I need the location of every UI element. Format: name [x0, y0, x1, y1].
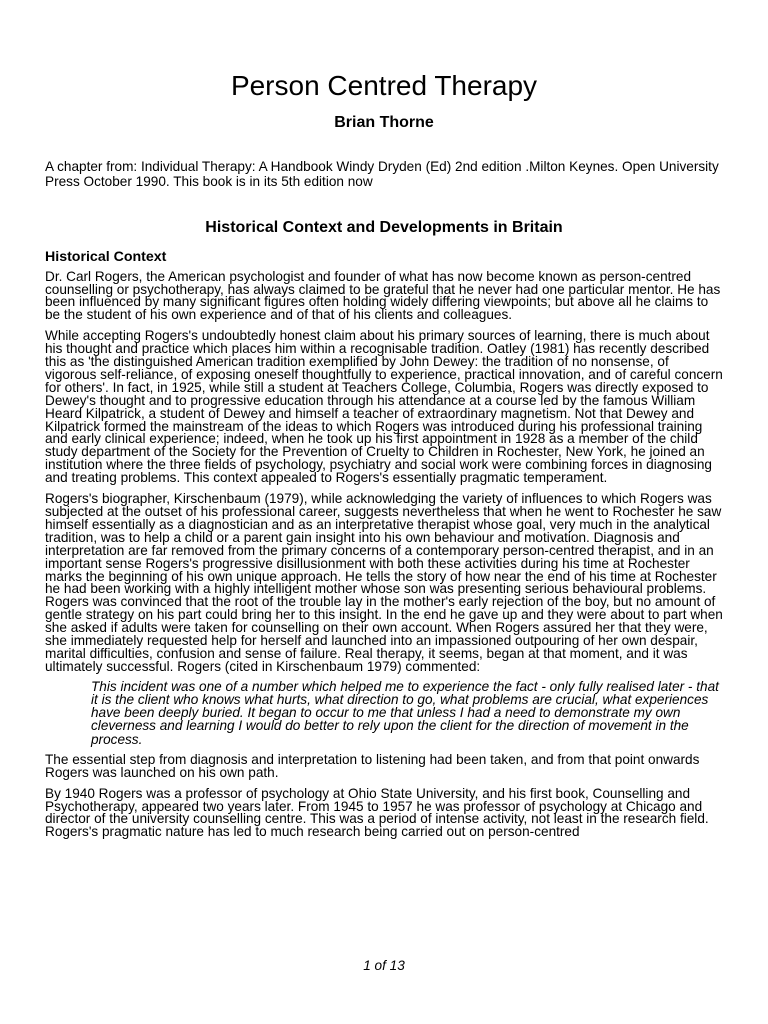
- body-paragraph: Rogers's biographer, Kirschenbaum (1979), while acknowledging the variety of influences to which Rogers was subjected at the outset of his professional career, suggests nevertheless that when he went to Rochester he saw himself essentially as a diagnostician and as an interpretative therapist whose goal, very much in the analytical tradition, was to help a child or a parent gain insight into his own behaviour and motivation. Diagnosis and interpretation are far removed from the primary concerns of a contemporary person-centred therapist, and in an important sense Rogers's progressive disillusionment with both these activities during his time at Rochester marks the beginning of his own unique approach. He tells the story of how near the end of his time at Rochester he had been working with a highly intelligent mother whose son was presenting serious behavioural problems. Rogers was convinced that the root of the trouble lay in the mother's early rejection of the boy, but no amount of gentle strategy on his part could bring her to this insight. In the end he gave up and they were about to part when she asked if adults were taken for counselling on their own account. When Rogers assured her that they were, she immediately requested help for herself and launched into an impassioned outpouring of her own despair, marital difficulties, confusion and sense of failure. Real therapy, it seems, began at that moment, and it was ultimately successful. Rogers (cited in Kirschenbaum 1979) commented:: [45, 491, 723, 674]
- block-quote: This incident was one of a number which helped me to experience the fact - only fully realised later - that it is the client who knows what hurts, what direction to go, what problems are crucial, what experiences have been deeply buried. It began to occur to me that unless I had a need to demonstrate my own cleverness and learning I would do better to rely upon the client for the direction of movement in the process.: [91, 678, 719, 747]
- document-author: Brian Thorne: [334, 114, 434, 131]
- document-page: [45, 68, 723, 839]
- section-heading: Historical Context and Developments in Britain: [205, 218, 563, 236]
- body-paragraph: The essential step from diagnosis and interpretation to listening had been taken, and from that point onwards Rogers was launched on his own path.: [45, 751, 700, 780]
- source-citation: A chapter from: Individual Therapy: A Handbook Windy Dryden (Ed) 2nd edition .Milton Keynes. Open University Press October 1990. This book is in its 5th edition now: [45, 159, 719, 189]
- body-paragraph: While accepting Rogers's undoubtedly honest claim about his primary sources of learning, there is much about his thought and practice which places him within a recognisable tradition. Oatley (1981) has recently described this as 'the distinguished American tradition exemplified by John Dewey: the tradition of no nonsense, of vigorous self-reliance, of exposing oneself thoughtfully to experience, practical innovation, and of careful concern for others'. In fact, in 1925, while still a student at Teachers College, Columbia, Rogers was directly exposed to Dewey's thought and to progressive education through his attendance at a course led by the famous William Heard Kilpatrick, a student of Dewey and himself a teacher of extraordinary magnetism. Not that Dewey and Kilpatrick formed the mainstream of the ideas to which Rogers was introduced during his professional training and early clinical experience; indeed, when he took up his first appointment in 1928 as a member of the child study department of the Society for the Prevention of Cruelty to Children in Rochester, New York, he joined an institution where the three fields of psychology, psychiatry and social work were combining forces in diagnosing and treating problems. This context appealed to Rogers's essentially pragmatic temperament.: [45, 328, 723, 486]
- document-title: Person Centred Therapy: [230, 70, 538, 101]
- subsection-heading: Historical Context: [45, 248, 167, 265]
- body-paragraph: By 1940 Rogers was a professor of psychology at Ohio State University, and his first book, Counselling and Psychotherapy, appeared two years later. From 1945 to 1957 he was professor of psychology at Chicago and director of the university counselling centre. This was a period of intense activity, not least in the research field. Rogers's pragmatic nature has led to much research being carried out on person-centred: [45, 785, 709, 840]
- body-paragraph: Dr. Carl Rogers, the American psychologist and founder of what has now become known as person-centred counselling or psychotherapy, has always claimed to be grateful that he never had one particular mentor. He has been influenced by many significant figures often holding widely differing viewpoints; but above all he claims to be the student of his own experience and of that of his clients and colleagues.: [45, 268, 721, 323]
- page-number: 1 of 13: [363, 958, 405, 973]
